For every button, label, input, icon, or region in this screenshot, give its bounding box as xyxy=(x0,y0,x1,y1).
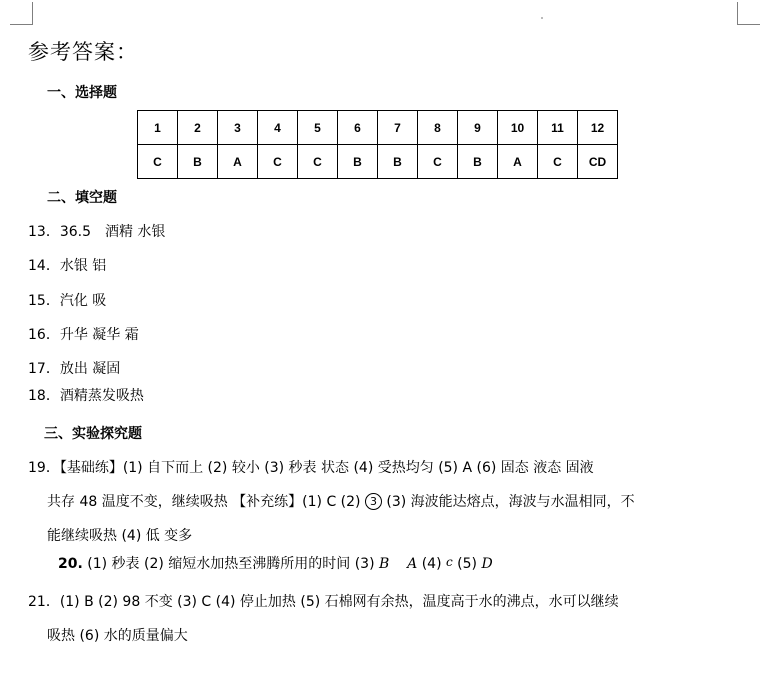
answer-italic: A xyxy=(407,556,418,572)
table-cell: 6 xyxy=(338,111,378,145)
table-cell: A xyxy=(498,145,538,179)
table-row-answers xyxy=(138,145,618,179)
page-corner-mark-right xyxy=(737,2,760,25)
answer-text: 共存 48 温度不变，继续吸热 【补充练】(1) C (2) xyxy=(47,494,365,510)
table-cell: CD xyxy=(578,145,618,179)
question-number: 20. xyxy=(58,556,83,572)
answer-line-18: 18．酒精蒸发吸热 xyxy=(28,388,144,404)
table-cell: 12 xyxy=(578,111,618,145)
answer-line-17: 17．放出 凝固 xyxy=(28,361,121,377)
answer-line-15: 15．汽化 吸 xyxy=(28,293,107,309)
answer-text: (4) xyxy=(417,556,446,572)
answer-line-21-a: 21．(1) B (2) 98 不变 (3) C (4) 停止加热 (5) 石棉网有余热，温度高于水的沸点，水可以继续 xyxy=(28,594,619,610)
table-cell: 5 xyxy=(298,111,338,145)
table-cell: 2 xyxy=(178,111,218,145)
table-cell: C xyxy=(418,145,458,179)
table-cell: 3 xyxy=(218,111,258,145)
table-cell: 10 xyxy=(498,111,538,145)
choice-answer-table xyxy=(137,110,618,179)
answer-line-20 xyxy=(58,553,493,573)
section-heading-choice: 一、选择题 xyxy=(47,85,117,101)
answer-line-14: 14．水银 铝 xyxy=(28,258,107,274)
table-cell: C xyxy=(298,145,338,179)
answer-text: (5) xyxy=(452,556,482,572)
table-cell: B xyxy=(178,145,218,179)
table-cell: B xyxy=(338,145,378,179)
table-cell: 9 xyxy=(458,111,498,145)
table-cell: 1 xyxy=(138,111,178,145)
page-title: 参考答案： xyxy=(28,40,138,64)
table-cell: 8 xyxy=(418,111,458,145)
table-cell: 11 xyxy=(538,111,578,145)
section-heading-experiment: 三、实验探究题 xyxy=(44,426,142,442)
answer-line-19-a: 19．【基础练】(1) 自下而上 (2) 较小 (3) 秒表 状态 (4) 受热均匀 (5) A (6) 固态 液态 固液 xyxy=(28,460,594,476)
table-cell: 7 xyxy=(378,111,418,145)
table-cell: A xyxy=(218,145,258,179)
table-cell: 4 xyxy=(258,111,298,145)
answer-text: (1) 秒表 (2) 缩短水加热至沸腾所用的时间 (3) xyxy=(82,556,380,572)
answer-italic: B xyxy=(379,556,390,572)
table-cell: C xyxy=(258,145,298,179)
answer-italic: D xyxy=(481,556,493,572)
table-row-numbers xyxy=(138,111,618,145)
answer-italic: c xyxy=(445,555,453,569)
answer-text: (3) 海波能达熔点，海波与水温相同，不 xyxy=(381,494,635,510)
table-cell: C xyxy=(138,145,178,179)
answer-line-13: 13．36.5 酒精 水银 xyxy=(28,224,166,240)
answer-line-16: 16．升华 凝华 霜 xyxy=(28,327,139,343)
circled-number: 3 xyxy=(365,493,382,510)
page-corner-mark-left xyxy=(10,2,33,25)
section-heading-fill: 二、填空题 xyxy=(47,190,117,206)
table-cell: B xyxy=(458,145,498,179)
page-dot xyxy=(541,17,543,19)
table-cell: B xyxy=(378,145,418,179)
answer-line-21-b: 吸热 (6) 水的质量偏大 xyxy=(47,628,188,644)
answer-line-19-b xyxy=(47,491,635,511)
answer-line-19-c: 能继续吸热 (4) 低 变多 xyxy=(47,528,193,544)
table-cell: C xyxy=(538,145,578,179)
